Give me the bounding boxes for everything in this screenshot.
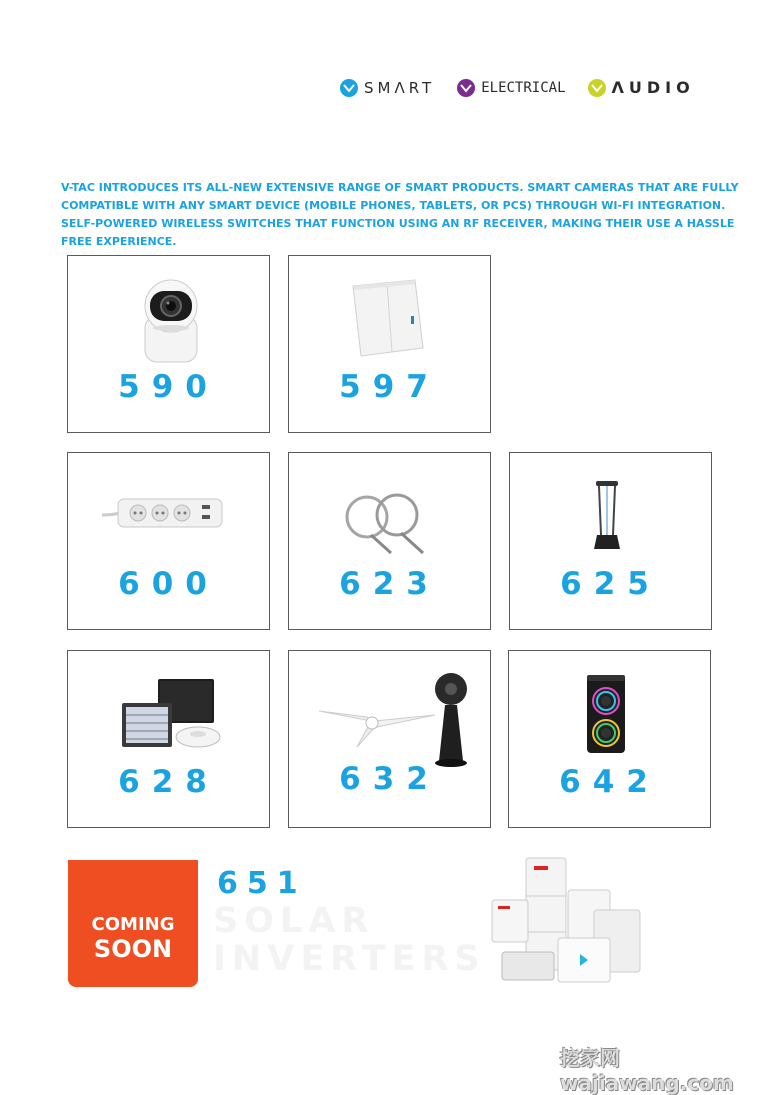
card-page-number: 628 — [118, 764, 219, 800]
catalog-card-628[interactable] — [67, 650, 270, 828]
watermark-text: 挖家网 wajiawang.com — [560, 1046, 734, 1095]
wireless-switch-icon — [349, 278, 429, 364]
uv-lamp-icon — [592, 479, 622, 555]
brand-audio — [588, 78, 695, 97]
electrical-logo-icon — [457, 79, 475, 97]
card-page-number: 625 — [560, 566, 661, 602]
catalog-card-623[interactable] — [288, 452, 491, 630]
audio-logo-icon — [588, 79, 606, 97]
catalog-card-590[interactable] — [67, 255, 270, 433]
smart-camera-icon — [141, 278, 201, 368]
upcoming-name-line2: INVERTERS — [213, 939, 486, 979]
coming-soon-line2: SOON — [93, 934, 173, 963]
card-page-number: 600 — [118, 566, 219, 602]
solar-inverters-icon — [488, 854, 648, 990]
ceiling-fan-icon — [317, 671, 477, 775]
upcoming-category-name — [213, 902, 486, 978]
card-page-number: 623 — [339, 566, 440, 602]
brand-electrical-label: ELECTRICAL — [481, 79, 566, 96]
card-page-number: 590 — [118, 369, 219, 405]
upcoming-page-number: 651 — [217, 866, 307, 901]
catalog-card-642[interactable] — [508, 650, 711, 828]
party-speaker-icon — [585, 673, 627, 759]
catalog-card-632[interactable] — [288, 650, 491, 828]
coming-soon-line1: COMING — [91, 913, 175, 935]
home-appliances-icon — [120, 677, 224, 757]
brand-electrical — [457, 79, 565, 97]
brand-smart — [340, 79, 435, 97]
card-page-number: 632 — [339, 761, 440, 797]
catalog-card-625[interactable] — [509, 452, 712, 630]
intro-text: V-TAC INTRODUCES ITS ALL-NEW EXTENSIVE RANGE OF SMART PRODUCTS. SMART CAMERAS THAT ARE FULLY COMPATIBLE WITH ANY SMART DEVICE (MOBILE PHONES, TABLETS, OR PCS) THROUGH WI-FI INTEGRATION. SELF-POWERED WIRELESS SWITCHES THAT FUNCTION USING AN RF RECEIVER, MAKING THEIR USE A HASSLE FREE EXPERIENCE. — [61, 181, 739, 248]
brand-audio-label: ΛUDIO — [611, 78, 695, 97]
cable-tie-icon — [341, 489, 431, 561]
card-page-number: 642 — [559, 764, 660, 800]
brand-bar — [340, 78, 695, 97]
catalog-card-600[interactable] — [67, 452, 270, 630]
power-strip-icon — [100, 493, 224, 537]
card-page-number: 597 — [339, 369, 440, 405]
catalog-card-597[interactable] — [288, 255, 491, 433]
brand-smart-label: SMΛRT — [364, 78, 436, 97]
coming-soon-badge — [68, 860, 198, 987]
upcoming-name-line1: SOLAR — [213, 901, 375, 941]
smart-logo-icon — [340, 79, 358, 97]
